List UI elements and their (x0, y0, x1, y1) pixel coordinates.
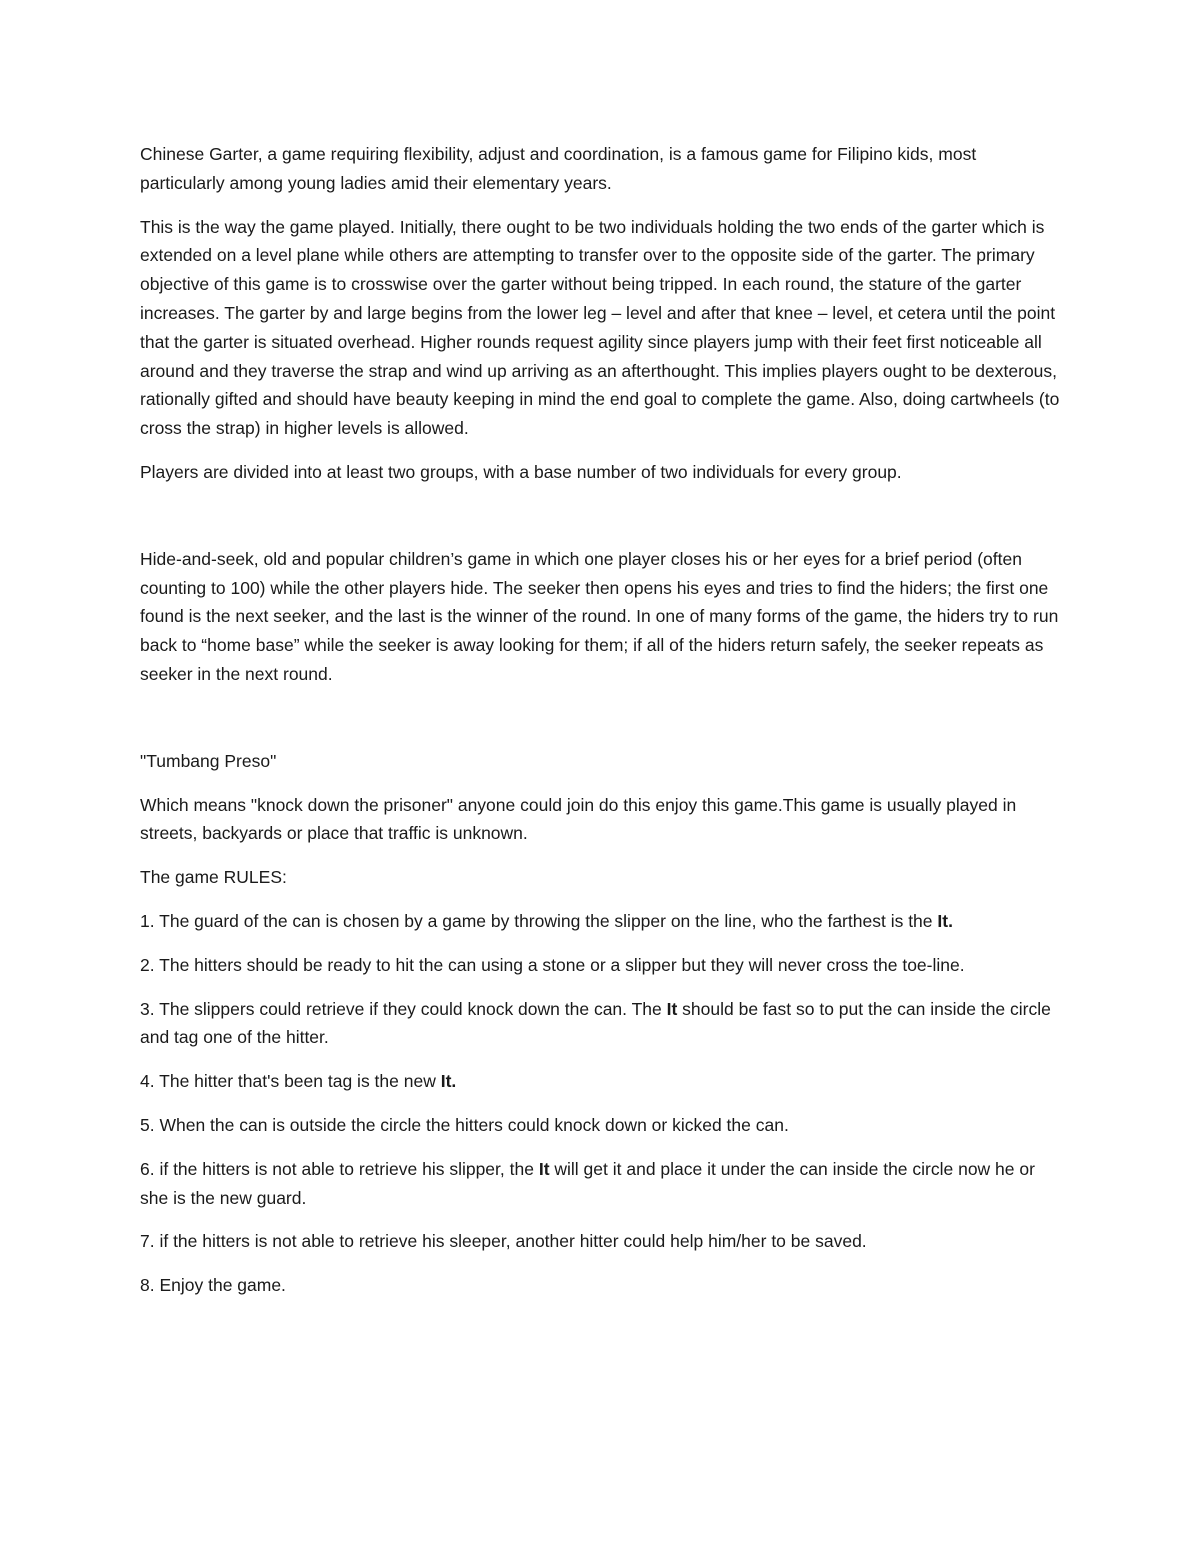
garter-groups-paragraph: Players are divided into at least two groups, with a base number of two individuals for every group. (140, 461, 902, 482)
rule-item-8: 8. Enjoy the game. (140, 1275, 286, 1296)
hide-and-seek-paragraph: Hide-and-seek, old and popular children’s game in which one player closes his or her eyes for a brief period (often counting to 100) while the other players hide. The seeker then opens his eyes and tries to find the hiders; the first one found is the next seeker, and the last is the winner of the round. In one of many forms of the game, the hiders try to run back to “home base” while the seeker is away looking for them; if all of the hiders return safely, the seeker repeats as seeker in the next round. (140, 548, 1059, 684)
tumbang-preso-description: Which means "knock down the prisoner" anyone could join do this enjoy this game.This game is usually played in streets, backyards or place that traffic is unknown. (140, 794, 1017, 844)
rule-item-1: 1. The guard of the can is chosen by a game by throwing the slipper on the line, who the farthest is the It. (140, 910, 953, 931)
rule-item-2: 2. The hitters should be ready to hit the can using a stone or a slipper but they will never cross the toe-line. (140, 954, 965, 975)
garter-howto-paragraph: This is the way the game played. Initially, there ought to be two individuals holding the two ends of the garter which is extended on a level plane while others are attempting to transfer over to the opposite side of the garter. The primary objective of this game is to crosswise over the garter without being tripped. In each round, the stature of the garter increases. The garter by and large begins from the lower leg – level and after that knee – level, et cetera until the point that the garter is situated overhead. Higher rounds request agility since players jump with their feet first noticeable all around and they traverse the strap and wind up arriving as an afterthought. This implies players ought to be dexterous, rationally gifted and should have beauty keeping in mind the end goal to complete the game. Also, doing cartwheels (to cross the strap) in higher levels is allowed. (140, 216, 1060, 439)
rules-heading: The game RULES: (140, 867, 287, 888)
garter-intro-paragraph: Chinese Garter, a game requiring flexibility, adjust and coordination, is a famous game for Filipino kids, most particularly among young ladies amid their elementary years. (140, 144, 977, 193)
rule-item-3: 3. The slippers could retrieve if they could knock down the can. The It should be fast so to put the can inside the circle and tag one of the hitter. (140, 998, 1051, 1048)
rule-item-7: 7. if the hitters is not able to retrieve his sleeper, another hitter could help him/her to be saved. (140, 1231, 867, 1252)
rule-item-4: 4. The hitter that's been tag is the new It. (140, 1071, 457, 1092)
section-spacer (140, 704, 1065, 747)
tumbang-preso-title: "Tumbang Preso" (140, 750, 277, 771)
section-spacer (140, 502, 1065, 545)
rule-item-5: 5. When the can is outside the circle the hitters could knock down or kicked the can. (140, 1114, 789, 1135)
document-body (140, 140, 1065, 1315)
rule-item-6: 6. if the hitters is not able to retrieve his slipper, the It will get it and place it under the can inside the circle now he or she is the new guard. (140, 1158, 1035, 1208)
